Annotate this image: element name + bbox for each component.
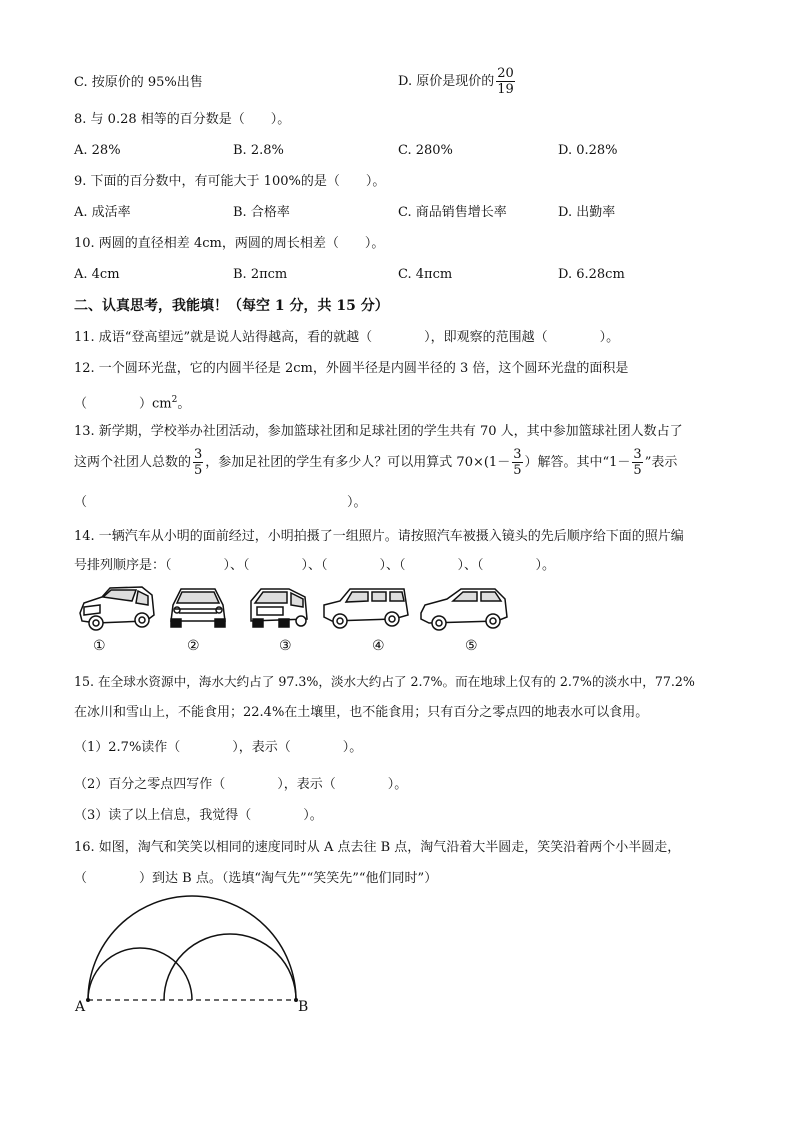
q9-stem: 9. 下面的百分数中，有可能大于 100%的是（ ）。 [74,174,386,189]
q10-option-b: B. 2πcm [233,267,288,282]
car-photo-3 [247,583,311,633]
fraction-numerator: 3 [633,447,642,462]
q15-line2: 在冰川和雪山上，不能食用；22.4%在土壤里，也不能食用；只有百分之零点四的地表水可以食用。 [74,705,649,720]
small-semicircle-left [88,948,192,1000]
q8-option-b: B. 2.8% [233,143,284,158]
fraction-numerator: 3 [194,447,203,462]
q12-line2 [74,391,190,413]
fraction-numerator: 3 [513,447,522,462]
q14-line2: 号排列顺序是：（ ）、（ ）、（ ）、（ ）、（ ）。 [74,558,556,573]
q8-stem: 8. 与 0.28 相等的百分数是（ ）。 [74,112,291,127]
q12-line2-end: 。 [177,396,191,412]
q13-fraction-2 [512,447,522,478]
fraction-denominator: 19 [497,82,514,97]
q13-line2-c: ）解答。其中“1－ [524,455,631,470]
q10-option-a: A. 4cm [74,267,120,282]
photo-label-5: ⑤ [465,638,478,654]
q7-option-c: C. 按原价的 95%出售 [74,75,203,90]
car-photo-1 [76,583,158,633]
q12-line2-text: （ ）cm [74,396,172,412]
q13-line2-b: ，参加足社团的学生有多少人？可以用算式 70×(1－ [205,455,511,470]
small-semicircle-right [164,934,296,1000]
point-a [86,998,90,1002]
q15-sub2: （2）百分之零点四写作（ ），表示（ ）。 [74,777,408,792]
q14-line1: 14. 一辆汽车从小明的面前经过，小明拍摄了一组照片。请按照汽车被摄入镜头的先后顺序给下面的照片编 [74,529,684,544]
q13-line2-a: 这两个社团人总数的 [74,455,192,470]
q13-line2-d: ”表示 [644,455,678,470]
q9-option-a: A. 成活率 [74,205,131,220]
photo-label-1: ① [93,638,106,654]
q16-line2: （ ）到达 B 点。（选填“淘气先”“笑笑先”“他们同时”） [74,871,438,886]
semicircle-diagram [70,890,320,1020]
q12-line1: 12. 一个圆环光盘，它的内圆半径是 2cm，外圆半径是内圆半径的 3 倍，这个圆环光盘的面积是 [74,361,629,376]
q8-option-d: D. 0.28% [558,143,618,158]
q15-sub3: （3）读了以上信息，我觉得（ ）。 [74,808,323,823]
q13-fraction-1 [193,447,203,478]
car-photo-5 [417,583,511,633]
large-semicircle [88,896,296,1000]
q15-sub1: （1）2.7%读作（ ），表示（ ）。 [74,740,363,755]
photo-label-2: ② [187,638,200,654]
q9-option-d: D. 出勤率 [558,205,616,220]
q13-line2 [74,447,677,478]
q10-option-d: D. 6.28cm [558,267,625,282]
fraction-denominator: 5 [194,463,203,478]
q7-option-d-text: D. 原价是现价的 [398,74,495,89]
q16-line1: 16. 如图，淘气和笑笑以相同的速度同时从 A 点去往 B 点，淘气沿着大半圆走，笑笑沿着两个小半圆走， [74,840,681,855]
q9-option-c: C. 商品销售增长率 [398,205,507,220]
q7-option-d [398,66,517,97]
q8-option-c: C. 280% [398,143,453,158]
q10-stem: 10. 两圆的直径相差 4cm，两圆的周长相差（ ）。 [74,236,385,251]
car-photo-4 [320,583,412,633]
q12-superscript: 2 [171,395,178,405]
q8-option-a: A. 28% [74,143,121,158]
q11-text: 11. 成语“登高望远”就是说人站得越高，看的就越（ ），即观察的范围越（ ）。 [74,330,620,345]
q10-option-c: C. 4πcm [398,267,453,282]
label-a: A [75,999,86,1015]
fraction-numerator: 20 [497,66,514,81]
q13-fraction-3 [632,447,642,478]
photo-label-4: ④ [372,638,385,654]
fraction-denominator: 5 [633,463,642,478]
section-2-title: 二、认真思考，我能填！（每空 1 分，共 15 分） [74,298,389,314]
car-photo-2 [167,583,229,633]
q13-line3: （ ）。 [74,495,367,510]
photo-label-3: ③ [279,638,292,654]
fraction-denominator: 5 [513,463,522,478]
q15-line1: 15. 在全球水资源中，海水大约占了 97.3%，淡水大约占了 2.7%。而在地球上仅有的 2.7%的淡水中，77.2% [74,674,695,689]
q7-option-d-fraction [496,66,515,97]
q9-option-b: B. 合格率 [233,205,290,220]
q13-line1: 13. 新学期，学校举办社团活动，参加篮球社团和足球社团的学生共有 70 人，其中参加篮球社团人数占了 [74,424,683,439]
label-b: B [298,999,309,1015]
